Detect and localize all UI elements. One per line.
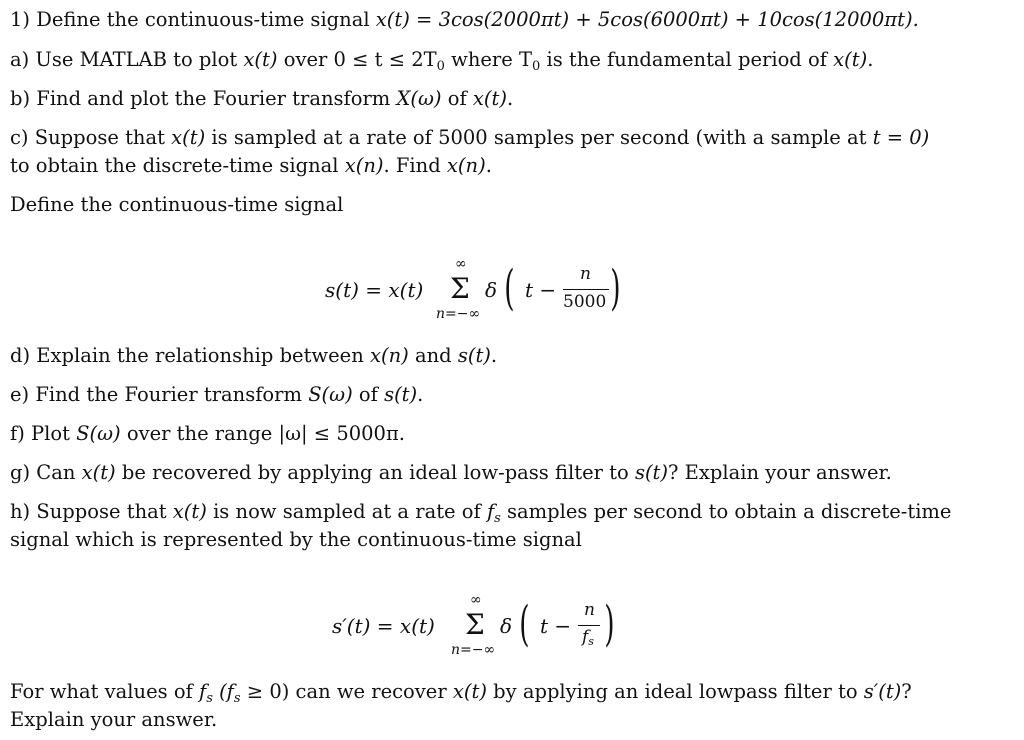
final-post: by applying an ideal lowpass filter to [493,680,858,703]
part-a-range: over 0 ≤ t ≤ 2T [283,48,437,71]
final-pre: For what values of [10,680,193,703]
fs-2: f [198,680,207,703]
part-a-end: is the fundamental period of [546,48,827,71]
s-t: s(t) [457,344,491,367]
eq1-numerator: n [580,264,591,284]
of-word-2: of [358,383,378,406]
S-omega: S(ω) [308,383,353,406]
eq2-delta: δ [500,614,513,638]
part-b-text: b) Find and plot the Fourier transform [10,87,391,110]
question-1 [10,8,919,32]
part-g-pre: g) Can [10,461,76,484]
period: . [867,48,874,71]
eq1-sum-top: ∞ [455,256,467,272]
part-g [10,461,892,485]
part-c-post: is sampled at a rate of 5000 samples per second (with a sample at [211,126,867,149]
t-equals-zero: t = 0) [872,126,930,149]
x-t-5: x(t) [81,461,116,484]
fs-subscript: s [494,511,501,526]
eq1-t-minus: t − [525,278,557,302]
eq2-numerator: n [584,600,595,620]
eq2-right-paren: ) [604,596,615,652]
final-question-line-1: For what values of $f_s$ $(f_s \ge 0)$ can we recover x(t) by applying an ideal lowpass filter to s′(t)? [10,680,912,706]
part-d-text: d) Explain the relationship between [10,344,364,367]
signal-definition: x(t) = 3cos(2000πt) + 5cos(6000πt) + 10cos(12000πt). [375,8,919,31]
eq2-sigma: Σ [465,608,485,641]
part-c-line-2 [10,154,492,178]
eq2-denominator [582,627,594,648]
s-t-3: s(t) [634,461,668,484]
part-h-line2: signal which is represented by the continuous-time signal [10,528,582,551]
X-omega: X(ω) [396,87,442,110]
final-cond: (f [219,680,234,703]
equation-s-prime-t [0,592,1024,672]
eq1-sum-bottom: n=−∞ [436,306,481,322]
of-word: of [447,87,467,110]
S-omega-2: S(ω) [76,422,121,445]
part-h-line-1 [10,500,951,531]
final-line2: Explain your answer. [10,708,218,731]
part-g-post: be recovered by applying an ideal low-pass filter to [121,461,629,484]
part-f [10,422,405,446]
period: . [485,154,492,177]
x-n-2: x(n) [446,154,486,177]
final-question-line-2 [10,708,217,732]
part-f-text: f) Plot [10,422,70,445]
part-a-where: where T [451,48,532,71]
part-h-post: samples per second to obtain a discrete-time [507,500,952,523]
x-t-7: x(t) [452,680,487,703]
x-t-4: x(t) [171,126,206,149]
part-d [10,344,497,368]
and-word: and [414,344,452,367]
part-a-text: a) Use MATLAB to plot [10,48,238,71]
part-h-line-2 [10,528,582,552]
x-t-6: x(t) [172,500,207,523]
part-f-range: over the range |ω| ≤ 5000π. [126,422,405,445]
period: . [417,383,424,406]
fs-subscript-3: s [233,691,241,706]
part-c-line-1 [10,126,929,150]
eq1-left-paren: ( [504,260,515,316]
equation-s-t [0,250,1024,330]
define-text: Define the continuous-time signal [10,193,344,216]
eq2-den-sub: s [588,635,594,648]
x-t-3: x(t) [472,87,507,110]
eq2-sum-top: ∞ [470,592,482,608]
s-t-2: s(t) [384,383,418,406]
eq1-lhs: s(t) = x(t) [325,278,424,302]
eq2-den-f: f [582,627,589,647]
part-e-text: e) Find the Fourier transform [10,383,302,406]
eq2-lhs: s′(t) = x(t) [332,614,435,638]
part-b [10,87,513,111]
eq2-t-minus: t − [540,614,572,638]
x-t-2: x(t) [833,48,868,71]
part-c-line2-pre: to obtain the discrete-time signal [10,154,339,177]
part-c-pre: c) Suppose that [10,126,165,149]
eq1-delta: δ [485,278,498,302]
part-h-mid: is now sampled at a rate of [213,500,481,523]
eq1-denominator: 5000 [563,292,607,312]
question-1-text: 1) Define the continuous-time signal [10,8,370,31]
eq2-left-paren: ( [519,596,530,652]
s-prime-t: s′(t) [863,680,902,703]
part-h-pre: h) Suppose that [10,500,167,523]
part-g-end: ? Explain your answer. [668,461,892,484]
define-line [10,193,343,217]
x-t: x(t) [243,48,278,71]
x-n: x(n) [344,154,384,177]
final-cond-2: ≥ 0) can we recover [246,680,447,703]
eq1-fraction-bar [563,289,609,290]
fs-subscript-2: s [206,691,213,706]
x-n-3: x(n) [369,344,409,367]
part-c-find: . Find [383,154,441,177]
eq1-sigma: Σ [450,272,470,305]
part-e [10,383,423,407]
t0-subscript-2: 0 [532,59,541,74]
fs: f [486,500,495,523]
period: . [506,87,514,110]
part-a [10,48,873,79]
eq1-right-paren: ) [610,260,621,316]
t0-subscript: 0 [436,59,445,74]
period: . [490,344,498,367]
eq2-sum-bottom: n=−∞ [451,642,496,658]
